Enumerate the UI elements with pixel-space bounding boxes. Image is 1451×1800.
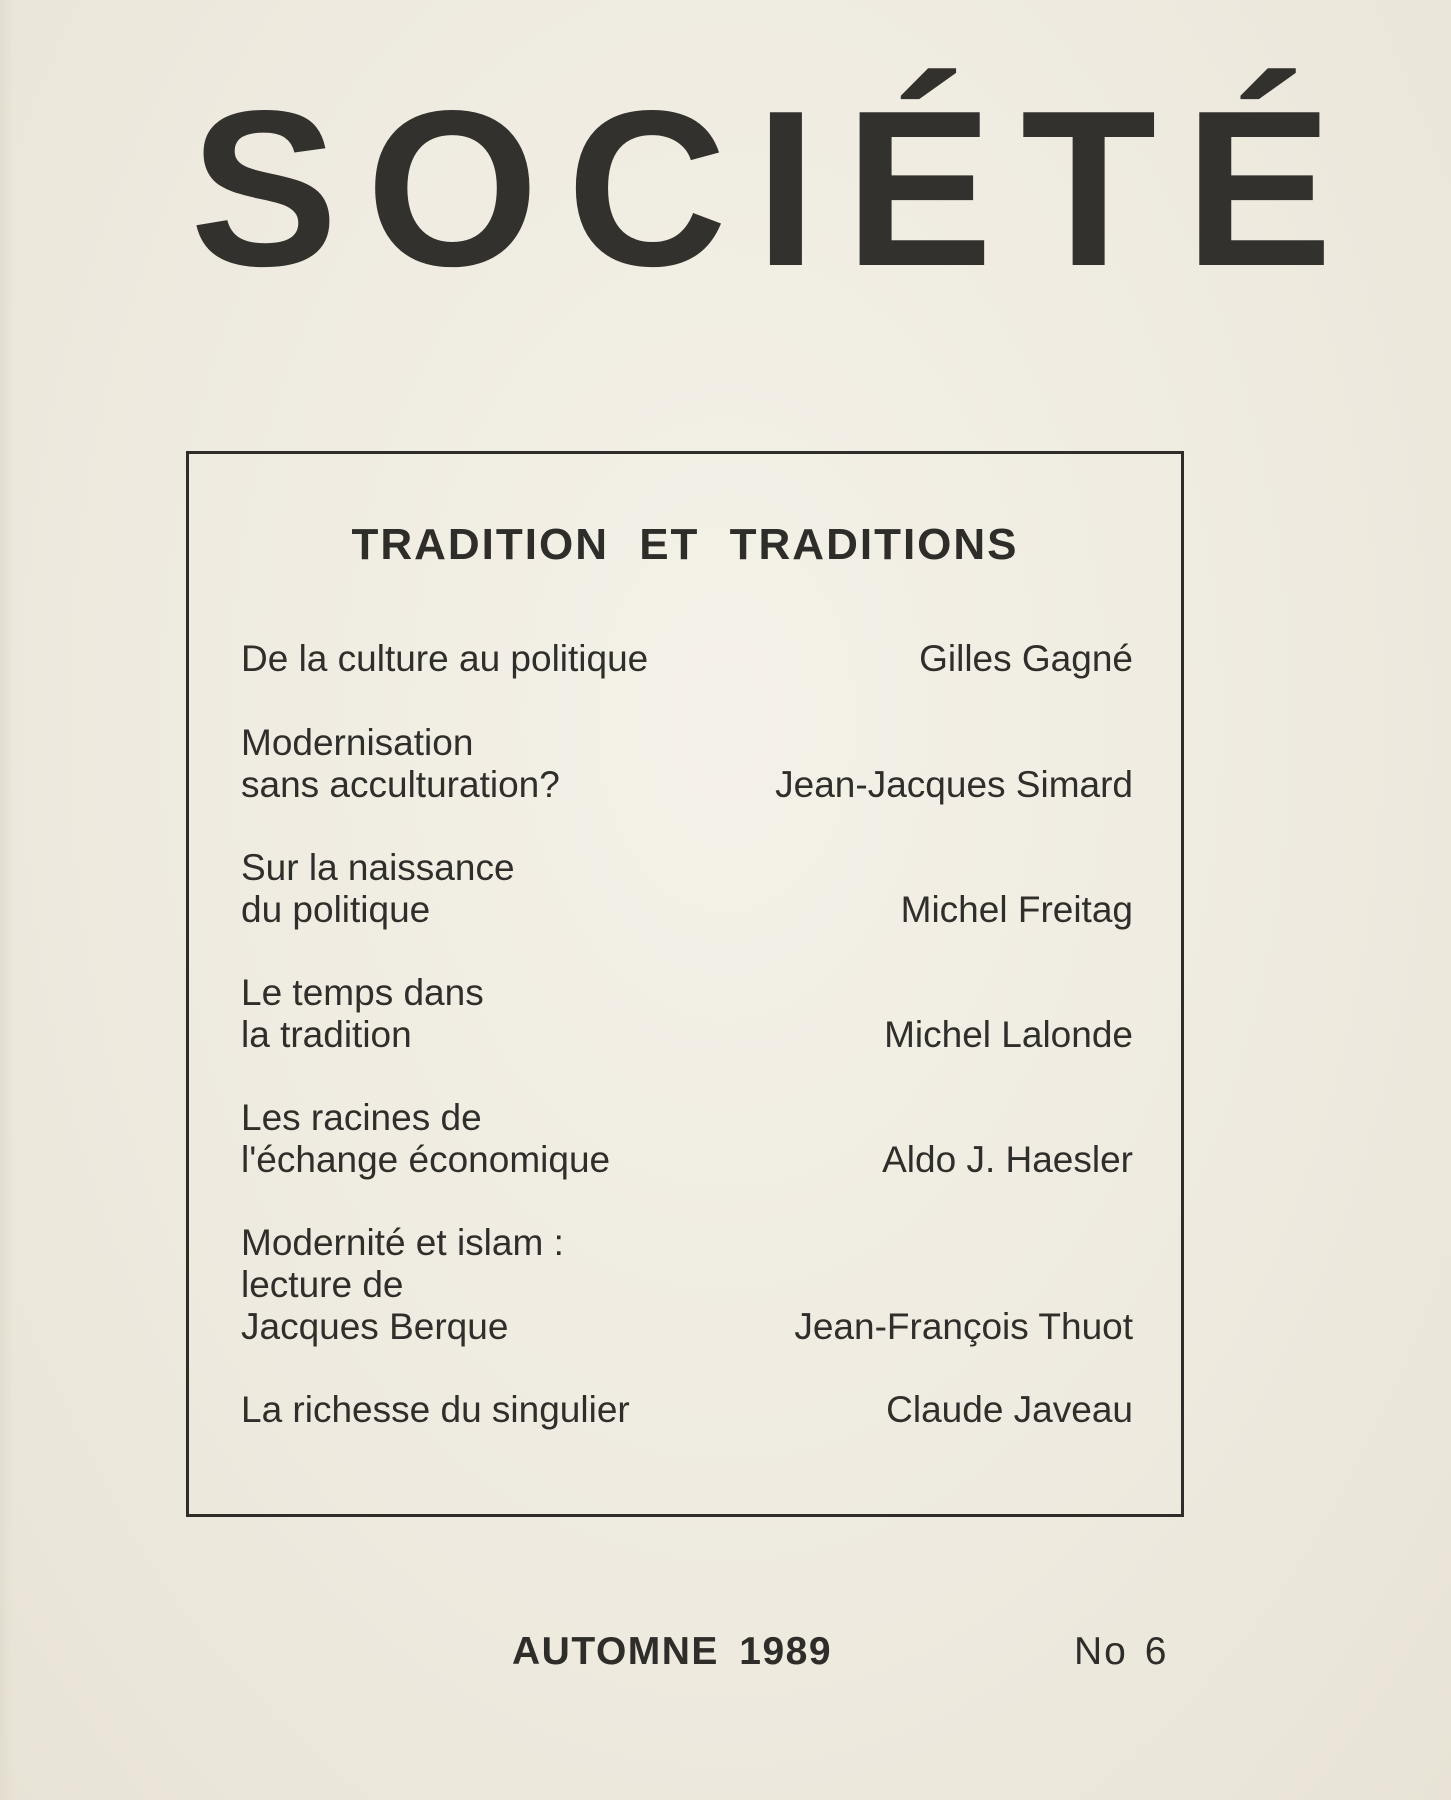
article-author: Jean-François Thuot — [794, 1306, 1133, 1347]
contents-item — [241, 1389, 1133, 1431]
article-title: La richesse du singulier — [241, 1389, 630, 1430]
issue-season: AUTOMNE 1989 — [512, 1630, 833, 1673]
contents-item — [241, 1097, 1133, 1181]
contents-item — [241, 1222, 1133, 1348]
article-author: Jean-Jacques Simard — [775, 764, 1133, 805]
issue-theme: TRADITION ET TRADITIONS — [351, 520, 1019, 569]
article-title: Modernité et islam : lecture de Jacques Berque — [241, 1222, 564, 1347]
article-author: Michel Freitag — [900, 889, 1133, 930]
contents-item — [241, 847, 1133, 931]
contents-item — [241, 972, 1133, 1056]
article-title: Les racines de l'échange économique — [241, 1097, 611, 1180]
article-author: Claude Javeau — [886, 1389, 1133, 1430]
article-author: Gilles Gagné — [919, 638, 1133, 679]
table-of-contents — [186, 451, 1184, 1517]
article-title: Modernisation sans acculturation? — [241, 722, 560, 805]
article-author: Michel Lalonde — [884, 1014, 1133, 1055]
article-title: Le temps dans la tradition — [241, 972, 484, 1055]
article-title: Sur la naissance du politique — [241, 847, 515, 930]
contents-item — [241, 638, 1133, 680]
contents-item — [241, 722, 1133, 806]
article-title: De la culture au politique — [241, 638, 649, 679]
issue-number: No 6 — [1074, 1630, 1169, 1673]
article-author: Aldo J. Haesler — [882, 1139, 1133, 1180]
journal-title: SOCIÉTÉ — [190, 65, 1361, 313]
